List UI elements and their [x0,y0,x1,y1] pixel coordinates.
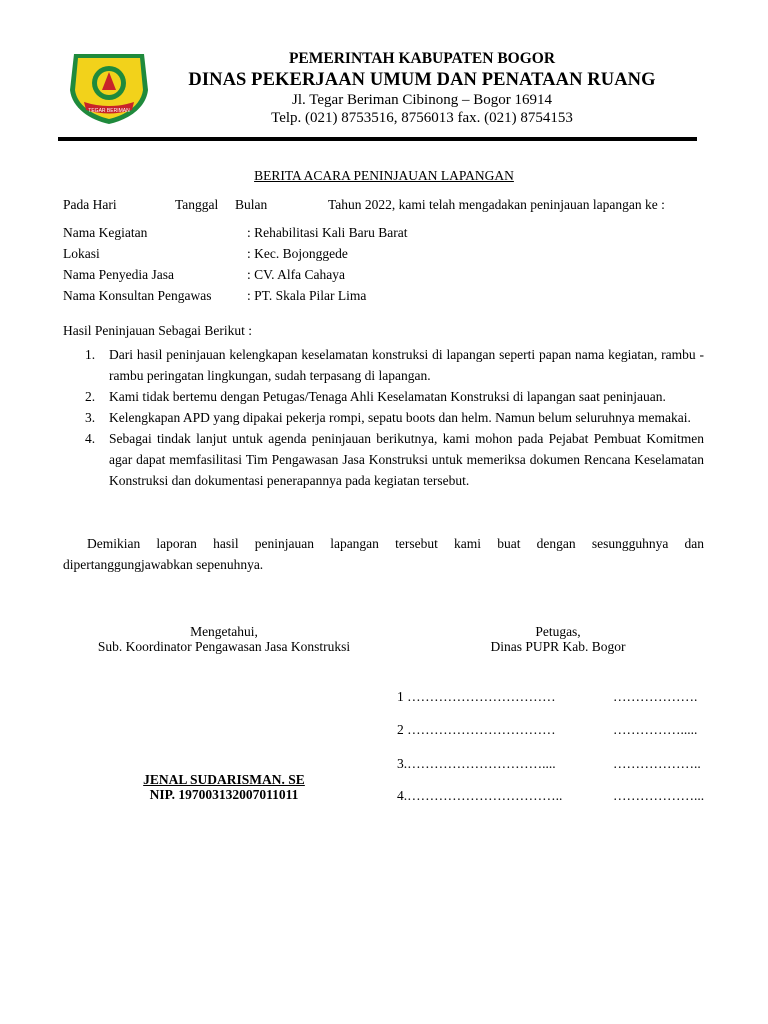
findings-intro: Hasil Peninjauan Sebagai Berikut : [63,323,252,338]
emblem-motto: TEGAR BERIMAN [88,108,130,114]
officer-heading: Petugas, [535,624,581,639]
info-label: Nama Kegiatan [63,225,148,240]
info-value: : CV. Alfa Cahaya [247,267,345,282]
office-address: Jl. Tegar Beriman Cibinong – Bogor 16914 [292,91,552,108]
closing-paragraph: Demikian laporan hasil peninjauan lapangan tersebut kami buat dengan sesungguhnya dan dipertanggungjawabkan sepenuhnya. [63,536,704,572]
info-label: Nama Penyedia Jasa [63,267,174,282]
bogor-regency-emblem [66,50,152,126]
officer-signature-row [397,722,727,738]
officer-sign-line: ………………. [613,689,698,704]
finding-item [63,344,704,386]
finding-item [63,407,704,428]
officer-signature-row [397,788,727,804]
date-date-label: Tanggal [175,197,219,212]
finding-number: 3. [85,410,96,425]
approver-name-block [64,772,384,802]
letterhead-divider [58,137,697,141]
finding-text: Kelengkapan APD yang dipakai pekerja rompi, sepatu boots dan helm. Namun belum seluruhnya memakai. [109,410,691,425]
approver-position: Sub. Koordinator Pengawasan Jasa Konstruksi [97,639,351,654]
office-phone: Telp. (021) 8753516, 8756013 fax. (021) 8754153 [271,109,573,126]
finding-item [63,386,704,407]
officer-sign-line: ………………... [613,788,705,803]
officer-name-line: 2 …………………………… [397,722,556,737]
officer-sign-line: ……………..... [613,722,698,737]
date-year-text: Tahun 2022, kami telah mengadakan peninjauan lapangan ke : [328,197,665,212]
info-label: Nama Konsultan Pengawas [63,288,212,303]
info-value: : PT. Skala Pilar Lima [247,288,367,303]
approver-heading: Mengetahui, [190,624,258,639]
government-name: PEMERINTAH KABUPATEN BOGOR [288,50,556,67]
approver-signature-block [64,624,384,654]
officer-signature-row [397,756,727,772]
officer-position: Dinas PUPR Kab. Bogor [490,639,626,654]
officer-sign-line: ……………….. [613,756,701,771]
info-label: Lokasi [63,246,100,261]
department-name: DINAS PEKERJAAN UMUM DAN PENATAAN RUANG [188,69,656,90]
finding-number: 1. [85,347,96,362]
finding-number: 2. [85,389,96,404]
finding-number: 4. [85,431,96,446]
officer-signature-block [438,624,678,654]
date-month-label: Bulan [235,197,268,212]
findings-list [63,344,704,491]
approver-nip: NIP. 197003132007011011 [149,787,299,802]
finding-text: Sebagai tindak lanjut untuk agenda peninjauan berikutnya, kami mohon pada Pejabat Pembuat Komitmen agar dapat memfasilitasi Tim Pengawasan Jasa Konstruksi untuk memeriksa dokumen Rencana Keselamatan Konstruksi dan dokumentasi penerapannya pada kegiatan tersebut. [109,431,704,488]
officer-name-line: 1 …………………………… [397,689,556,704]
officer-name-line: 3.………………………….... [397,756,556,771]
officer-name-line: 4.…………………………….. [397,788,563,803]
finding-item [63,428,704,491]
info-value: : Kec. Bojonggede [247,246,348,261]
info-value: : Rehabilitasi Kali Baru Barat [247,225,408,240]
finding-text: Dari hasil peninjauan kelengkapan keselamatan konstruksi di lapangan seperti papan nama kegiatan, rambu - rambu peringatan lingkungan, sudah terpasang di lapangan. [109,347,704,383]
date-day-label: Pada Hari [63,197,117,212]
finding-text: Kami tidak bertemu dengan Petugas/Tenaga Ahli Keselamatan Konstruksi di lapangan saat peninjauan. [109,389,666,404]
approver-name: JENAL SUDARISMAN. SE [143,772,305,787]
document-title: BERITA ACARA PENINJAUAN LAPANGAN [254,168,514,183]
officer-signature-row [397,689,727,705]
letterhead-text [162,50,682,127]
